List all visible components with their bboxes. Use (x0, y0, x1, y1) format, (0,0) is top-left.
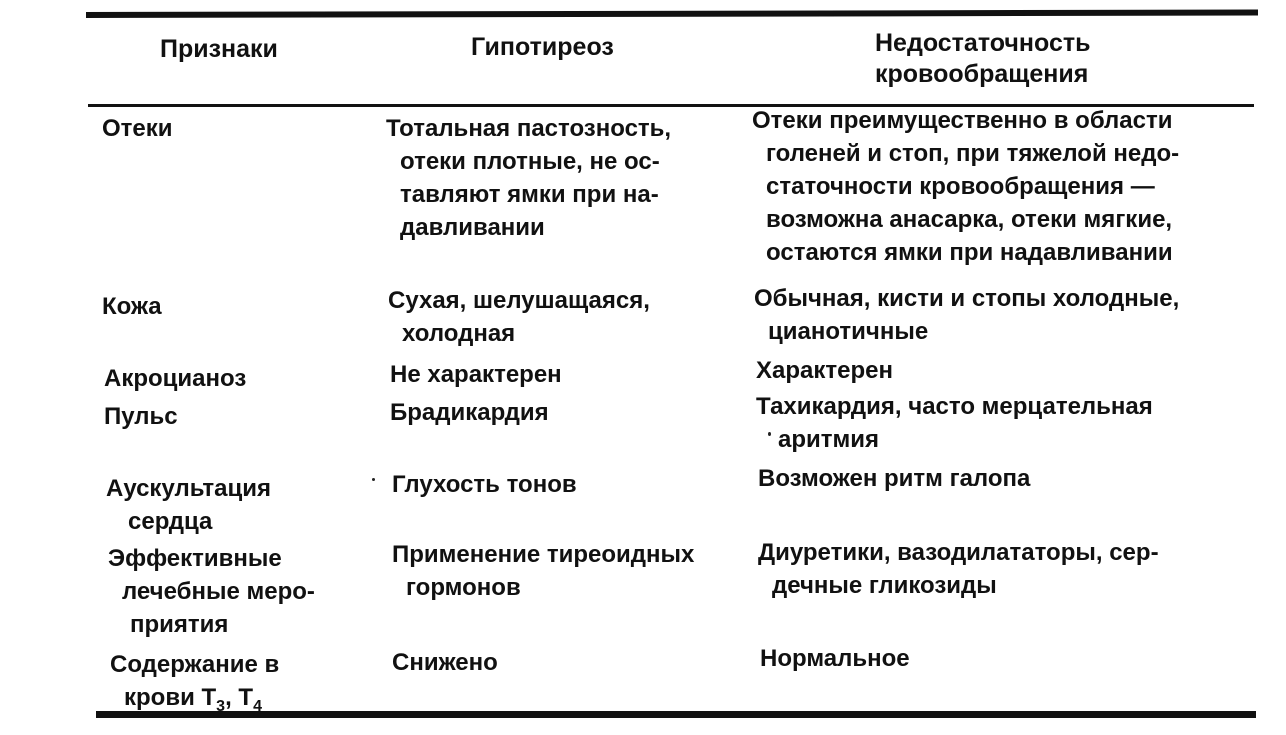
cell-line: тавляют ямки при на- (400, 181, 659, 208)
row-hormone-level-hypothyroid (392, 646, 498, 679)
row-acrocyanosis-sign-text: Акроцианоз (104, 365, 247, 392)
cell-line: Сухая, шелушащаяся, (388, 287, 650, 314)
print-speck (768, 432, 771, 436)
header-heart-failure (875, 28, 1090, 90)
cell-line: Эффективные (108, 545, 282, 572)
cell-line: Отеки преимущественно в области (752, 107, 1173, 134)
hormone-text: крови Т (124, 684, 217, 711)
hormone-text: , Т (225, 684, 254, 711)
row-pulse-sign (104, 400, 178, 433)
cell-line: голеней и стоп, при тяжелой недо- (766, 140, 1180, 167)
row-edema-heart-failure (752, 104, 1179, 269)
cell-line: Брадикардия (390, 399, 549, 426)
cell-line: Аускультация (106, 475, 271, 502)
subscript: 3 (216, 697, 226, 715)
row-acrocyanosis-sign (104, 362, 246, 395)
cell-line: дечные гликозиды (772, 572, 997, 599)
header-heart-failure-line-1: Недостаточность (875, 29, 1091, 57)
cell-line: лечебные меро- (122, 578, 315, 605)
cell-line: отеки плотные, не ос- (400, 148, 660, 175)
row-skin-sign-text: Кожа (102, 293, 162, 320)
row-hormone-level-sign (110, 648, 279, 714)
cell-line: Снижено (392, 649, 498, 676)
cell-line: холодная (402, 320, 516, 347)
cell-line: Характерен (756, 357, 893, 384)
cell-line: сердца (128, 508, 213, 535)
cell-line: Возможен ритм галопа (758, 465, 1031, 492)
row-skin-heart-failure (754, 282, 1179, 348)
row-edema-sign (102, 112, 173, 145)
cell-line-with-subscripts (110, 681, 279, 714)
cell-line: Применение тиреоидных (392, 541, 695, 568)
cell-line: давливании (400, 214, 545, 241)
header-signs: Признаки (160, 35, 278, 63)
cell-line: Тотальная пастозность, (386, 115, 672, 142)
cell-line: цианотичные (768, 318, 929, 345)
row-acrocyanosis-heart-failure (756, 354, 893, 387)
row-treatment-sign (108, 542, 315, 641)
row-edema-sign-text: Отеки (102, 115, 173, 142)
cell-line: остаются ямки при надавливании (766, 239, 1173, 266)
cell-line: статочности кровообращения — (766, 173, 1155, 200)
cell-line: приятия (130, 611, 229, 638)
top-rule (86, 10, 1258, 18)
cell-line: Содержание в (110, 651, 280, 678)
subscript: 4 (253, 697, 262, 715)
row-pulse-sign-text: Пульс (104, 403, 178, 430)
header-hypothyroidism: Гипотиреоз (471, 33, 614, 61)
cell-line: Диуретики, вазодилататоры, сер- (758, 539, 1159, 566)
cell-line: Нормальное (760, 645, 910, 672)
row-pulse-hypothyroid (390, 396, 549, 429)
row-skin-sign (102, 290, 162, 323)
cell-line: аритмия (778, 426, 880, 453)
cell-line: Не характерен (390, 361, 562, 388)
row-treatment-hypothyroid (392, 538, 694, 604)
row-pulse-heart-failure (756, 390, 1153, 456)
row-acrocyanosis-hypothyroid (390, 358, 562, 391)
row-edema-hypothyroid (386, 112, 671, 244)
row-skin-hypothyroid (388, 284, 650, 350)
cell-line: Глухость тонов (392, 471, 577, 498)
row-auscultation-hypothyroid (392, 468, 577, 501)
row-treatment-heart-failure (758, 536, 1159, 602)
row-auscultation-heart-failure (758, 462, 1030, 495)
row-hormone-level-heart-failure (760, 642, 910, 675)
cell-line: возможна анасарка, отеки мягкие, (766, 206, 1173, 233)
cell-line: гормонов (406, 574, 521, 601)
header-heart-failure-line-2: кровообращения (875, 60, 1089, 88)
cell-line: Тахикардия, часто мерцательная (756, 393, 1153, 420)
cell-line: Обычная, кисти и стопы холодные, (754, 285, 1180, 312)
row-auscultation-sign (106, 472, 271, 538)
print-speck (372, 478, 375, 481)
